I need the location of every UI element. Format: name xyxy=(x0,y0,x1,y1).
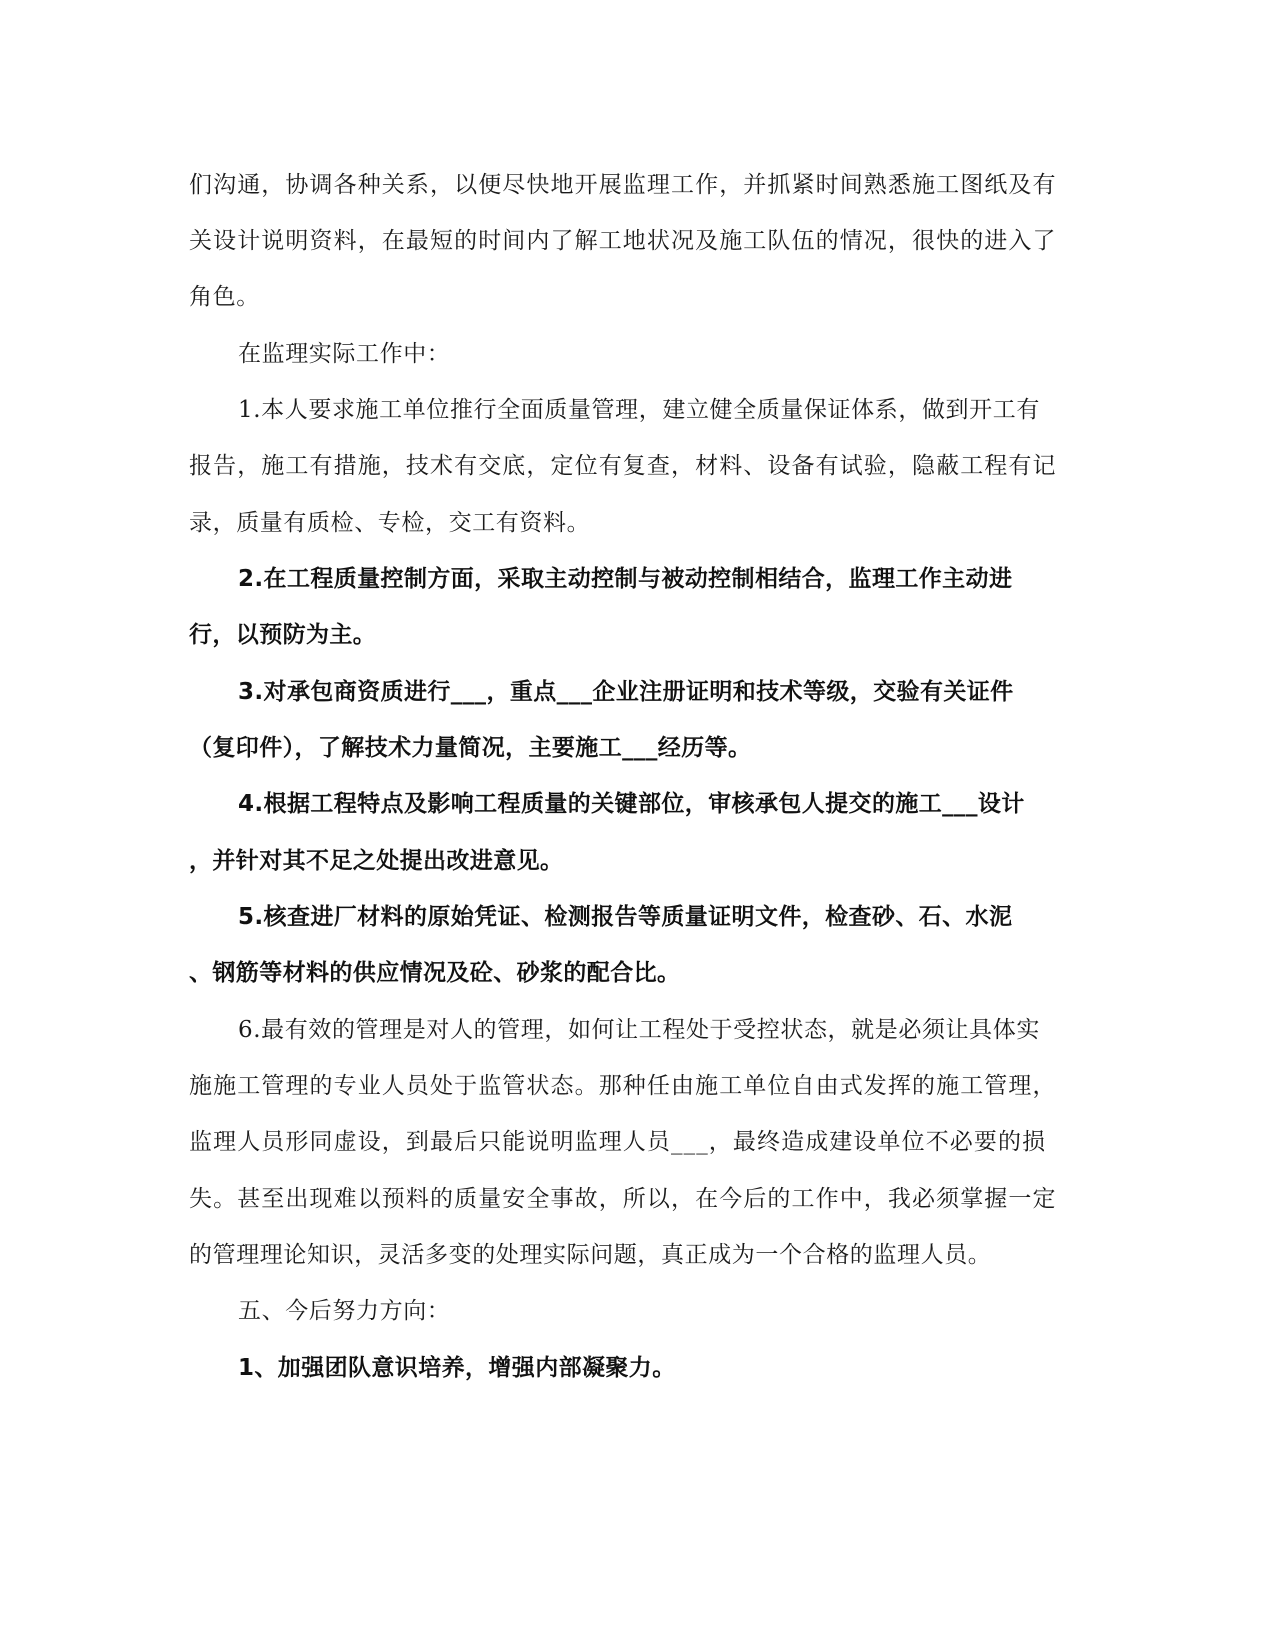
list-item-6-line: 6.最有效的管理是对人的管理，如何让工程处于受控状态，就是必须让具体实 xyxy=(238,1017,1040,1043)
paragraph-line: 角色。 xyxy=(189,284,260,310)
list-item-2-line: 行，以预防为主。 xyxy=(189,622,377,648)
list-item-1-line: 报告，施工有措施，技术有交底，定位有复查，材料、设备有试验，隐蔽工程有记 xyxy=(189,453,1057,479)
direction-item-1: 1、加强团队意识培养，增强内部凝聚力。 xyxy=(238,1355,676,1381)
list-item-5-line: 5.核查进厂材料的原始凭证、检测报告等质量证明文件，检查砂、石、水泥 xyxy=(238,904,1013,930)
list-item-6-line: 的管理理论知识，灵活多变的处理实际问题，真正成为一个合格的监理人员。 xyxy=(189,1242,992,1268)
list-item-3-line: 3.对承包商资质进行___，重点___企业注册证明和技术等级，交验有关证件 xyxy=(238,679,1014,705)
list-item-6-line: 失。甚至出现难以预料的质量安全事故，所以，在今后的工作中，我必须掌握一定 xyxy=(189,1186,1057,1212)
list-item-6-line: 监理人员形同虚设，到最后只能说明监理人员___，最终造成建设单位不必要的损 xyxy=(189,1129,1047,1155)
list-item-4-line: ，并针对其不足之处提出改进意见。 xyxy=(189,848,564,874)
list-item-6-line: 施施工管理的专业人员处于监管状态。那种任由施工单位自由式发挥的施工管理， xyxy=(189,1073,1057,1099)
list-item-5-line: 、钢筋等材料的供应情况及砼、砂浆的配合比。 xyxy=(189,960,681,986)
list-item-1-line: 录，质量有质检、专检，交工有资料。 xyxy=(189,510,591,536)
section-heading: 五、今后努力方向： xyxy=(238,1298,451,1324)
list-item-2-line: 2.在工程质量控制方面，采取主动控制与被动控制相结合，监理工作主动进 xyxy=(238,566,1013,592)
paragraph-line: 们沟通，协调各种关系，以便尽快地开展监理工作，并抓紧时间熟悉施工图纸及有 xyxy=(189,172,1057,198)
paragraph-line: 关设计说明资料，在最短的时间内了解工地状况及施工队伍的情况，很快的进入了 xyxy=(189,228,1057,254)
list-item-1-line: 1.本人要求施工单位推行全面质量管理，建立健全质量保证体系，做到开工有 xyxy=(238,397,1040,423)
list-item-4-line: 4.根据工程特点及影响工程质量的关键部位，审核承包人提交的施工___设计 xyxy=(238,791,1025,817)
list-item-3-line: （复印件），了解技术力量简况，主要施工___经历等。 xyxy=(189,735,752,761)
section-intro-line: 在监理实际工作中： xyxy=(238,341,451,367)
